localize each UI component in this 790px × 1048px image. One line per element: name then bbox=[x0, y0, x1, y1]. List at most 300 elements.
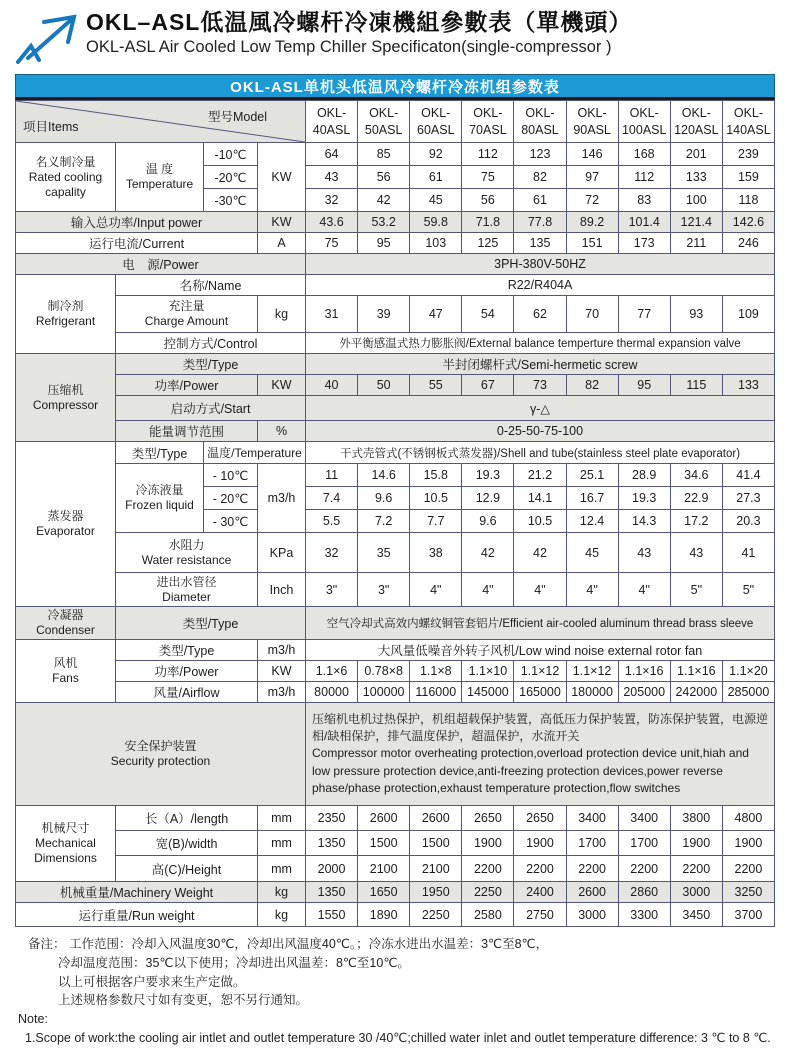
value-cell: 42 bbox=[462, 533, 514, 573]
label-cell-evap-type: 类型/Type bbox=[116, 442, 204, 464]
label-cell-comp-type: 类型/Type bbox=[116, 354, 306, 375]
value-cell: 133 bbox=[722, 375, 774, 396]
unit-cell: A bbox=[258, 233, 306, 254]
value-cell: 205000 bbox=[618, 682, 670, 703]
value-cell-refrigerant-name: R22/R404A bbox=[306, 275, 775, 296]
value-cell: 159 bbox=[722, 166, 774, 189]
value-cell: 59.8 bbox=[410, 212, 462, 233]
table-row bbox=[16, 607, 775, 640]
value-cell: 2200 bbox=[462, 856, 514, 882]
value-cell: 39 bbox=[358, 296, 410, 333]
unit-cell: Inch bbox=[258, 573, 306, 607]
value-cell: 21.2 bbox=[514, 464, 566, 487]
value-cell: 1350 bbox=[306, 882, 358, 903]
value-cell: 118 bbox=[722, 189, 774, 212]
value-cell: 38 bbox=[410, 533, 462, 573]
group-cell-cooling bbox=[16, 143, 116, 212]
table-row bbox=[16, 703, 775, 806]
label-cell-width: 宽(B)/width bbox=[116, 831, 258, 856]
group-label-en: Rated cooling bbox=[28, 169, 103, 184]
value-cell: 103 bbox=[410, 233, 462, 254]
temp-cell: -20℃ bbox=[204, 166, 258, 189]
unit-cell: kg bbox=[258, 903, 306, 927]
label-cell-name: 名称/Name bbox=[116, 275, 306, 296]
label-cell-evap-temp: 温度/Temperature bbox=[204, 442, 306, 464]
value-cell: 2750 bbox=[514, 903, 566, 927]
unit-cell: KW bbox=[258, 661, 306, 682]
value-cell: 70 bbox=[566, 296, 618, 333]
title-block bbox=[80, 8, 632, 58]
group-label-en: Mechanical bbox=[35, 836, 96, 850]
table-row bbox=[16, 275, 775, 296]
table-row bbox=[16, 396, 775, 421]
value-cell-energy: 0-25-50-75-100 bbox=[306, 421, 775, 442]
model-header-cell: OKL- 70ASL bbox=[462, 101, 514, 143]
value-cell: 1500 bbox=[410, 831, 462, 856]
value-cell-start: γ-△ bbox=[306, 396, 775, 421]
value-cell: 25.1 bbox=[566, 464, 618, 487]
value-cell: 10.5 bbox=[410, 487, 462, 510]
unit-cell: m3/h bbox=[258, 682, 306, 703]
group-cell-refrigerant bbox=[16, 275, 116, 354]
label-en: Temperature bbox=[125, 177, 194, 191]
table-row bbox=[16, 856, 775, 882]
value-cell: 2200 bbox=[670, 856, 722, 882]
value-cell: 14.1 bbox=[514, 487, 566, 510]
table-row bbox=[16, 661, 775, 682]
value-cell: 100000 bbox=[358, 682, 410, 703]
value-cell: 35 bbox=[358, 533, 410, 573]
table-row bbox=[16, 533, 775, 573]
value-cell: 20.3 bbox=[722, 510, 774, 533]
value-cell: 3000 bbox=[566, 903, 618, 927]
value-cell: 2250 bbox=[410, 903, 462, 927]
label-cell-power-supply: 电 源/Power bbox=[16, 254, 306, 275]
value-cell: 2860 bbox=[618, 882, 670, 903]
model-header-cell: OKL- 40ASL bbox=[306, 101, 358, 143]
value-cell: 72 bbox=[566, 189, 618, 212]
table-row bbox=[16, 375, 775, 396]
unit-cell: m3/h bbox=[258, 464, 306, 533]
value-cell: 4" bbox=[514, 573, 566, 607]
value-cell: 85 bbox=[358, 143, 410, 166]
model-header-cell: OKL- 120ASL bbox=[670, 101, 722, 143]
value-cell-cond-type: 空气冷却式高效内螺纹铜管套铝片/Efficient air-cooled aluminum thread brass sleeve bbox=[306, 607, 775, 640]
note-line: 备注： 工作范围：冷却入风温度30℃，冷却出风温度40℃。；冷冻水进出水温差：3℃至8℃， bbox=[28, 937, 549, 951]
value-cell: 1900 bbox=[722, 831, 774, 856]
value-cell: 17.2 bbox=[670, 510, 722, 533]
value-cell: 15.8 bbox=[410, 464, 462, 487]
value-cell: 16.7 bbox=[566, 487, 618, 510]
note-line: 1.Scope of work:the cooling air intlet and outlet temperature 30 /40℃;chilled water inlet and outlet temperature difference: 3 ℃ to 8 ℃. bbox=[25, 1030, 771, 1045]
value-cell: 5.5 bbox=[306, 510, 358, 533]
value-cell: 146 bbox=[566, 143, 618, 166]
value-cell: 3450 bbox=[670, 903, 722, 927]
note-line: 以上可根据客户要求来生产定做。 bbox=[58, 974, 246, 989]
label-en: Security protection bbox=[110, 754, 211, 768]
value-cell: 80000 bbox=[306, 682, 358, 703]
group-label-cn: 制冷剂 bbox=[47, 299, 84, 313]
value-cell: 112 bbox=[618, 166, 670, 189]
value-cell: 3800 bbox=[670, 806, 722, 831]
value-cell: 42 bbox=[358, 189, 410, 212]
value-cell: 43 bbox=[306, 166, 358, 189]
label-cell-energy: 能量调节范围 bbox=[116, 421, 258, 442]
table-header-row bbox=[16, 101, 775, 143]
label-cell-comp-power: 功率/Power bbox=[116, 375, 258, 396]
group-cell-dimensions bbox=[16, 806, 116, 882]
value-cell: 28.9 bbox=[618, 464, 670, 487]
value-cell: 2400 bbox=[514, 882, 566, 903]
spec-table-wrap bbox=[15, 74, 775, 927]
value-cell: 121.4 bbox=[670, 212, 722, 233]
unit-cell: KW bbox=[258, 212, 306, 233]
value-cell: 0.78×8 bbox=[358, 661, 410, 682]
value-cell: 135 bbox=[514, 233, 566, 254]
value-cell: 7.4 bbox=[306, 487, 358, 510]
value-cell: 56 bbox=[358, 166, 410, 189]
model-header-cell: OKL- 140ASL bbox=[722, 101, 774, 143]
label-cn: 冷冻液量 bbox=[135, 483, 184, 497]
group-cell-fans bbox=[16, 640, 116, 703]
value-cell: 10.5 bbox=[514, 510, 566, 533]
label-cell-run-weight: 运行重量/Run weight bbox=[16, 903, 258, 927]
value-cell: 61 bbox=[514, 189, 566, 212]
table-row bbox=[16, 640, 775, 661]
table-row bbox=[16, 903, 775, 927]
value-cell: 67 bbox=[462, 375, 514, 396]
group-label-en: Condenser bbox=[36, 623, 95, 637]
label-cn: 安全保护装置 bbox=[124, 739, 197, 753]
note-line: Note: bbox=[18, 1012, 48, 1026]
label-cell-temperature bbox=[116, 143, 204, 212]
value-cell: 2200 bbox=[618, 856, 670, 882]
value-cell: 19.3 bbox=[618, 487, 670, 510]
temp-cell: -30℃ bbox=[204, 189, 258, 212]
value-cell: 32 bbox=[306, 189, 358, 212]
value-cell-security bbox=[306, 703, 775, 806]
value-cell: 3400 bbox=[566, 806, 618, 831]
value-cell: 41.4 bbox=[722, 464, 774, 487]
group-label-cn: 蒸发器 bbox=[47, 509, 84, 523]
label-cell-cond-type: 类型/Type bbox=[116, 607, 306, 640]
value-cell: 77 bbox=[618, 296, 670, 333]
value-cell: 14.6 bbox=[358, 464, 410, 487]
value-cell: 112 bbox=[462, 143, 514, 166]
value-cell: 3400 bbox=[618, 806, 670, 831]
value-cell: 43.6 bbox=[306, 212, 358, 233]
label-cn: 进出水管径 bbox=[156, 574, 217, 589]
unit-cell: KW bbox=[258, 375, 306, 396]
unit-cell: KPa bbox=[258, 533, 306, 573]
value-cell: 2650 bbox=[514, 806, 566, 831]
value-cell: 62 bbox=[514, 296, 566, 333]
value-cell: 239 bbox=[722, 143, 774, 166]
group-label-en: Compressor bbox=[32, 397, 99, 412]
group-cell-condenser bbox=[16, 607, 116, 640]
value-cell: 4800 bbox=[722, 806, 774, 831]
value-cell: 11 bbox=[306, 464, 358, 487]
value-cell: 1700 bbox=[618, 831, 670, 856]
value-cell: 95 bbox=[618, 375, 670, 396]
unit-cell: m3/h bbox=[258, 640, 306, 661]
value-cell: 95 bbox=[358, 233, 410, 254]
group-cell-compressor bbox=[16, 354, 116, 442]
value-cell: 93 bbox=[670, 296, 722, 333]
value-cell: 151 bbox=[566, 233, 618, 254]
value-cell: 7.2 bbox=[358, 510, 410, 533]
value-cell: 19.3 bbox=[462, 464, 514, 487]
label-cell-start: 启动方式/Start bbox=[116, 396, 306, 421]
value-cell: 1650 bbox=[358, 882, 410, 903]
value-cell: 2600 bbox=[566, 882, 618, 903]
model-header-cell: OKL- 60ASL bbox=[410, 101, 462, 143]
value-cell: 2350 bbox=[306, 806, 358, 831]
value-cell: 77.8 bbox=[514, 212, 566, 233]
value-cell: 1890 bbox=[358, 903, 410, 927]
value-cell: 145000 bbox=[462, 682, 514, 703]
model-header-cell: OKL- 50ASL bbox=[358, 101, 410, 143]
value-cell: 3300 bbox=[618, 903, 670, 927]
value-cell: 89.2 bbox=[566, 212, 618, 233]
value-cell: 3250 bbox=[722, 882, 774, 903]
group-label-cn: 风机 bbox=[53, 656, 78, 670]
group-label-en: Evaporator bbox=[36, 524, 95, 538]
value-cell: 92 bbox=[410, 143, 462, 166]
value-cell: 9.6 bbox=[462, 510, 514, 533]
value-cell: 2580 bbox=[462, 903, 514, 927]
value-cell: 32 bbox=[306, 533, 358, 573]
table-row bbox=[16, 442, 775, 464]
label-en: Diameter bbox=[162, 589, 211, 604]
value-cell: 1900 bbox=[462, 831, 514, 856]
table-row bbox=[16, 212, 775, 233]
temp-cell: - 10℃ bbox=[204, 464, 258, 487]
table-row bbox=[16, 296, 775, 333]
value-cell: 9.6 bbox=[358, 487, 410, 510]
value-cell: 42 bbox=[514, 533, 566, 573]
value-cell: 55 bbox=[410, 375, 462, 396]
unit-cell: mm bbox=[258, 856, 306, 882]
unit-cell: kg bbox=[258, 296, 306, 333]
value-cell: 109 bbox=[722, 296, 774, 333]
value-cell: 211 bbox=[670, 233, 722, 254]
value-cell-evap-type: 干式壳管式(不锈钢板式蒸发器)/Shell and tube(stainless steel plate evaporator) bbox=[306, 442, 775, 464]
value-cell: 1.1×12 bbox=[566, 661, 618, 682]
value-cell: 97 bbox=[566, 166, 618, 189]
value-cell: 83 bbox=[618, 189, 670, 212]
group-label-cn: 压缩机 bbox=[47, 382, 84, 397]
unit-cell: mm bbox=[258, 831, 306, 856]
label-cell-diameter bbox=[116, 573, 258, 607]
value-cell: 1700 bbox=[566, 831, 618, 856]
value-cell: 75 bbox=[462, 166, 514, 189]
value-cell: 201 bbox=[670, 143, 722, 166]
unit-cell: kg bbox=[258, 882, 306, 903]
value-cell: 1900 bbox=[670, 831, 722, 856]
table-row bbox=[16, 573, 775, 607]
label-cell-security bbox=[16, 703, 306, 806]
value-cell: 285000 bbox=[722, 682, 774, 703]
notes-block bbox=[18, 935, 790, 1048]
value-cell: 1.1×12 bbox=[514, 661, 566, 682]
value-cell: 22.9 bbox=[670, 487, 722, 510]
value-cell: 1.1×20 bbox=[722, 661, 774, 682]
value-cell: 40 bbox=[306, 375, 358, 396]
value-cell: 1.1×10 bbox=[462, 661, 514, 682]
page-heading bbox=[0, 0, 790, 68]
label-cell-control: 控制方式/Control bbox=[116, 333, 306, 354]
value-cell: 1500 bbox=[358, 831, 410, 856]
label-cell-frozen bbox=[116, 464, 204, 533]
value-cell: 2000 bbox=[306, 856, 358, 882]
diagonal-header-cell bbox=[16, 101, 306, 143]
label-en: Water resistance bbox=[141, 552, 232, 567]
group-label-cn: 冷凝器 bbox=[47, 608, 84, 622]
value-cell: 116000 bbox=[410, 682, 462, 703]
label-cn: 水阻力 bbox=[168, 537, 205, 552]
value-cell: 5" bbox=[722, 573, 774, 607]
value-cell: 123 bbox=[514, 143, 566, 166]
unit-cell: mm bbox=[258, 806, 306, 831]
security-text-cn: 压缩机电机过热保护，机组超载保护装置，高低压力保护装置，防冻保护装置，电源逆相/缺相保护，排气温度保护，超温保护，水流开关 bbox=[312, 711, 769, 743]
table-row bbox=[16, 831, 775, 856]
value-cell: 2100 bbox=[410, 856, 462, 882]
value-cell: 82 bbox=[566, 375, 618, 396]
items-label: 项目Items bbox=[23, 120, 79, 134]
value-cell: 2600 bbox=[358, 806, 410, 831]
label-cell-machinery-weight: 机械重量/Machinery Weight bbox=[16, 882, 258, 903]
label-cell-fan-type: 类型/Type bbox=[116, 640, 258, 661]
security-text-en: Compressor motor overheating protection,overload protection device unit,hiah and low pressure protection device,anti-freezing protection devices,power reverse phase/phase protection,exhaust temperature protection,flow switches bbox=[312, 746, 749, 796]
page-title: OKL–ASL低温風冷螺杆冷凍機組參數表（單機頭） bbox=[86, 9, 633, 35]
model-header-cell: OKL- 80ASL bbox=[514, 101, 566, 143]
value-cell: 142.6 bbox=[722, 212, 774, 233]
value-cell: 2200 bbox=[722, 856, 774, 882]
value-cell: 5" bbox=[670, 573, 722, 607]
page-subtitle: OKL-ASL Air Cooled Low Temp Chiller Specificaton(single-compressor ) bbox=[86, 37, 612, 56]
value-cell: 61 bbox=[410, 166, 462, 189]
value-cell: 43 bbox=[618, 533, 670, 573]
note-line: 上述规格参数尺寸如有变更，恕不另行通知。 bbox=[58, 993, 309, 1008]
value-cell: 100 bbox=[670, 189, 722, 212]
value-cell: 180000 bbox=[566, 682, 618, 703]
value-cell: 34.6 bbox=[670, 464, 722, 487]
label-en: Charge Amount bbox=[144, 314, 229, 328]
value-cell: 50 bbox=[358, 375, 410, 396]
label-cell-fan-power: 功率/Power bbox=[116, 661, 258, 682]
value-cell: 53.2 bbox=[358, 212, 410, 233]
table-row bbox=[16, 682, 775, 703]
value-cell: 12.9 bbox=[462, 487, 514, 510]
value-cell: 7.7 bbox=[410, 510, 462, 533]
label-cell-charge bbox=[116, 296, 258, 333]
table-row bbox=[16, 143, 775, 166]
value-cell: 1.1×6 bbox=[306, 661, 358, 682]
value-cell: 54 bbox=[462, 296, 514, 333]
label-cell-airflow: 风量/Airflow bbox=[116, 682, 258, 703]
value-cell: 1950 bbox=[410, 882, 462, 903]
label-cn: 温 度 bbox=[145, 162, 174, 176]
value-cell: 173 bbox=[618, 233, 670, 254]
value-cell: 56 bbox=[462, 189, 514, 212]
table-row bbox=[16, 806, 775, 831]
value-cell: 101.4 bbox=[618, 212, 670, 233]
temp-cell: -10℃ bbox=[204, 143, 258, 166]
value-cell-comp-type: 半封闭螺杆式/Semi-hermetic screw bbox=[306, 354, 775, 375]
value-cell: 2200 bbox=[514, 856, 566, 882]
value-cell: 2200 bbox=[566, 856, 618, 882]
model-label: 型号Model bbox=[207, 110, 267, 124]
temp-cell: - 30℃ bbox=[204, 510, 258, 533]
note-line: 冷却温度范围：35℃以下使用；冷却进出风温差：8℃至10℃。 bbox=[58, 955, 410, 970]
group-label-en: Fans bbox=[52, 671, 79, 685]
label-cell-current: 运行电流/Current bbox=[16, 233, 258, 254]
value-cell: 45 bbox=[566, 533, 618, 573]
value-cell: 43 bbox=[670, 533, 722, 573]
value-cell: 14.3 bbox=[618, 510, 670, 533]
value-cell: 1.1×8 bbox=[410, 661, 462, 682]
value-cell-power-supply: 3PH-380V-50HZ bbox=[306, 254, 775, 275]
model-header-cell: OKL- 90ASL bbox=[566, 101, 618, 143]
table-row bbox=[16, 254, 775, 275]
group-label-cn: 名义制冷量 bbox=[35, 154, 96, 169]
value-cell: 115 bbox=[670, 375, 722, 396]
value-cell: 75 bbox=[306, 233, 358, 254]
temp-cell: - 20℃ bbox=[204, 487, 258, 510]
value-cell: 1.1×16 bbox=[618, 661, 670, 682]
value-cell: 3000 bbox=[670, 882, 722, 903]
group-label-en: Dimensions bbox=[34, 851, 97, 865]
value-cell: 3" bbox=[306, 573, 358, 607]
value-cell: 73 bbox=[514, 375, 566, 396]
label-en: Frozen liquid bbox=[125, 498, 194, 512]
table-title-bar: OKL-ASL单机头低温风冷螺杆冷冻机组参数表 bbox=[15, 74, 775, 100]
value-cell: 1550 bbox=[306, 903, 358, 927]
value-cell: 71.8 bbox=[462, 212, 514, 233]
label-cell-resistance bbox=[116, 533, 258, 573]
group-label-en: capality bbox=[45, 184, 86, 199]
label-cell-input-power: 输入总功率/Input power bbox=[16, 212, 258, 233]
value-cell: 4" bbox=[462, 573, 514, 607]
value-cell: 27.3 bbox=[722, 487, 774, 510]
value-cell: 125 bbox=[462, 233, 514, 254]
value-cell: 47 bbox=[410, 296, 462, 333]
value-cell: 45 bbox=[410, 189, 462, 212]
value-cell: 12.4 bbox=[566, 510, 618, 533]
table-row bbox=[16, 464, 775, 487]
label-cn: 充注量 bbox=[168, 299, 205, 313]
label-cell-length: 长（A）/length bbox=[116, 806, 258, 831]
arrow-logo-icon bbox=[14, 8, 80, 64]
model-header-cell: OKL- 100ASL bbox=[618, 101, 670, 143]
table-row bbox=[16, 421, 775, 442]
table-row bbox=[16, 882, 775, 903]
spec-table bbox=[15, 100, 775, 927]
label-cell-height: 高(C)/Height bbox=[116, 856, 258, 882]
group-label-cn: 机械尺寸 bbox=[41, 821, 90, 835]
value-cell: 2650 bbox=[462, 806, 514, 831]
value-cell: 133 bbox=[670, 166, 722, 189]
value-cell: 3" bbox=[358, 573, 410, 607]
value-cell: 2250 bbox=[462, 882, 514, 903]
value-cell: 3700 bbox=[722, 903, 774, 927]
value-cell: 242000 bbox=[670, 682, 722, 703]
value-cell: 31 bbox=[306, 296, 358, 333]
group-cell-evaporator bbox=[16, 442, 116, 607]
value-cell: 168 bbox=[618, 143, 670, 166]
value-cell: 4" bbox=[410, 573, 462, 607]
